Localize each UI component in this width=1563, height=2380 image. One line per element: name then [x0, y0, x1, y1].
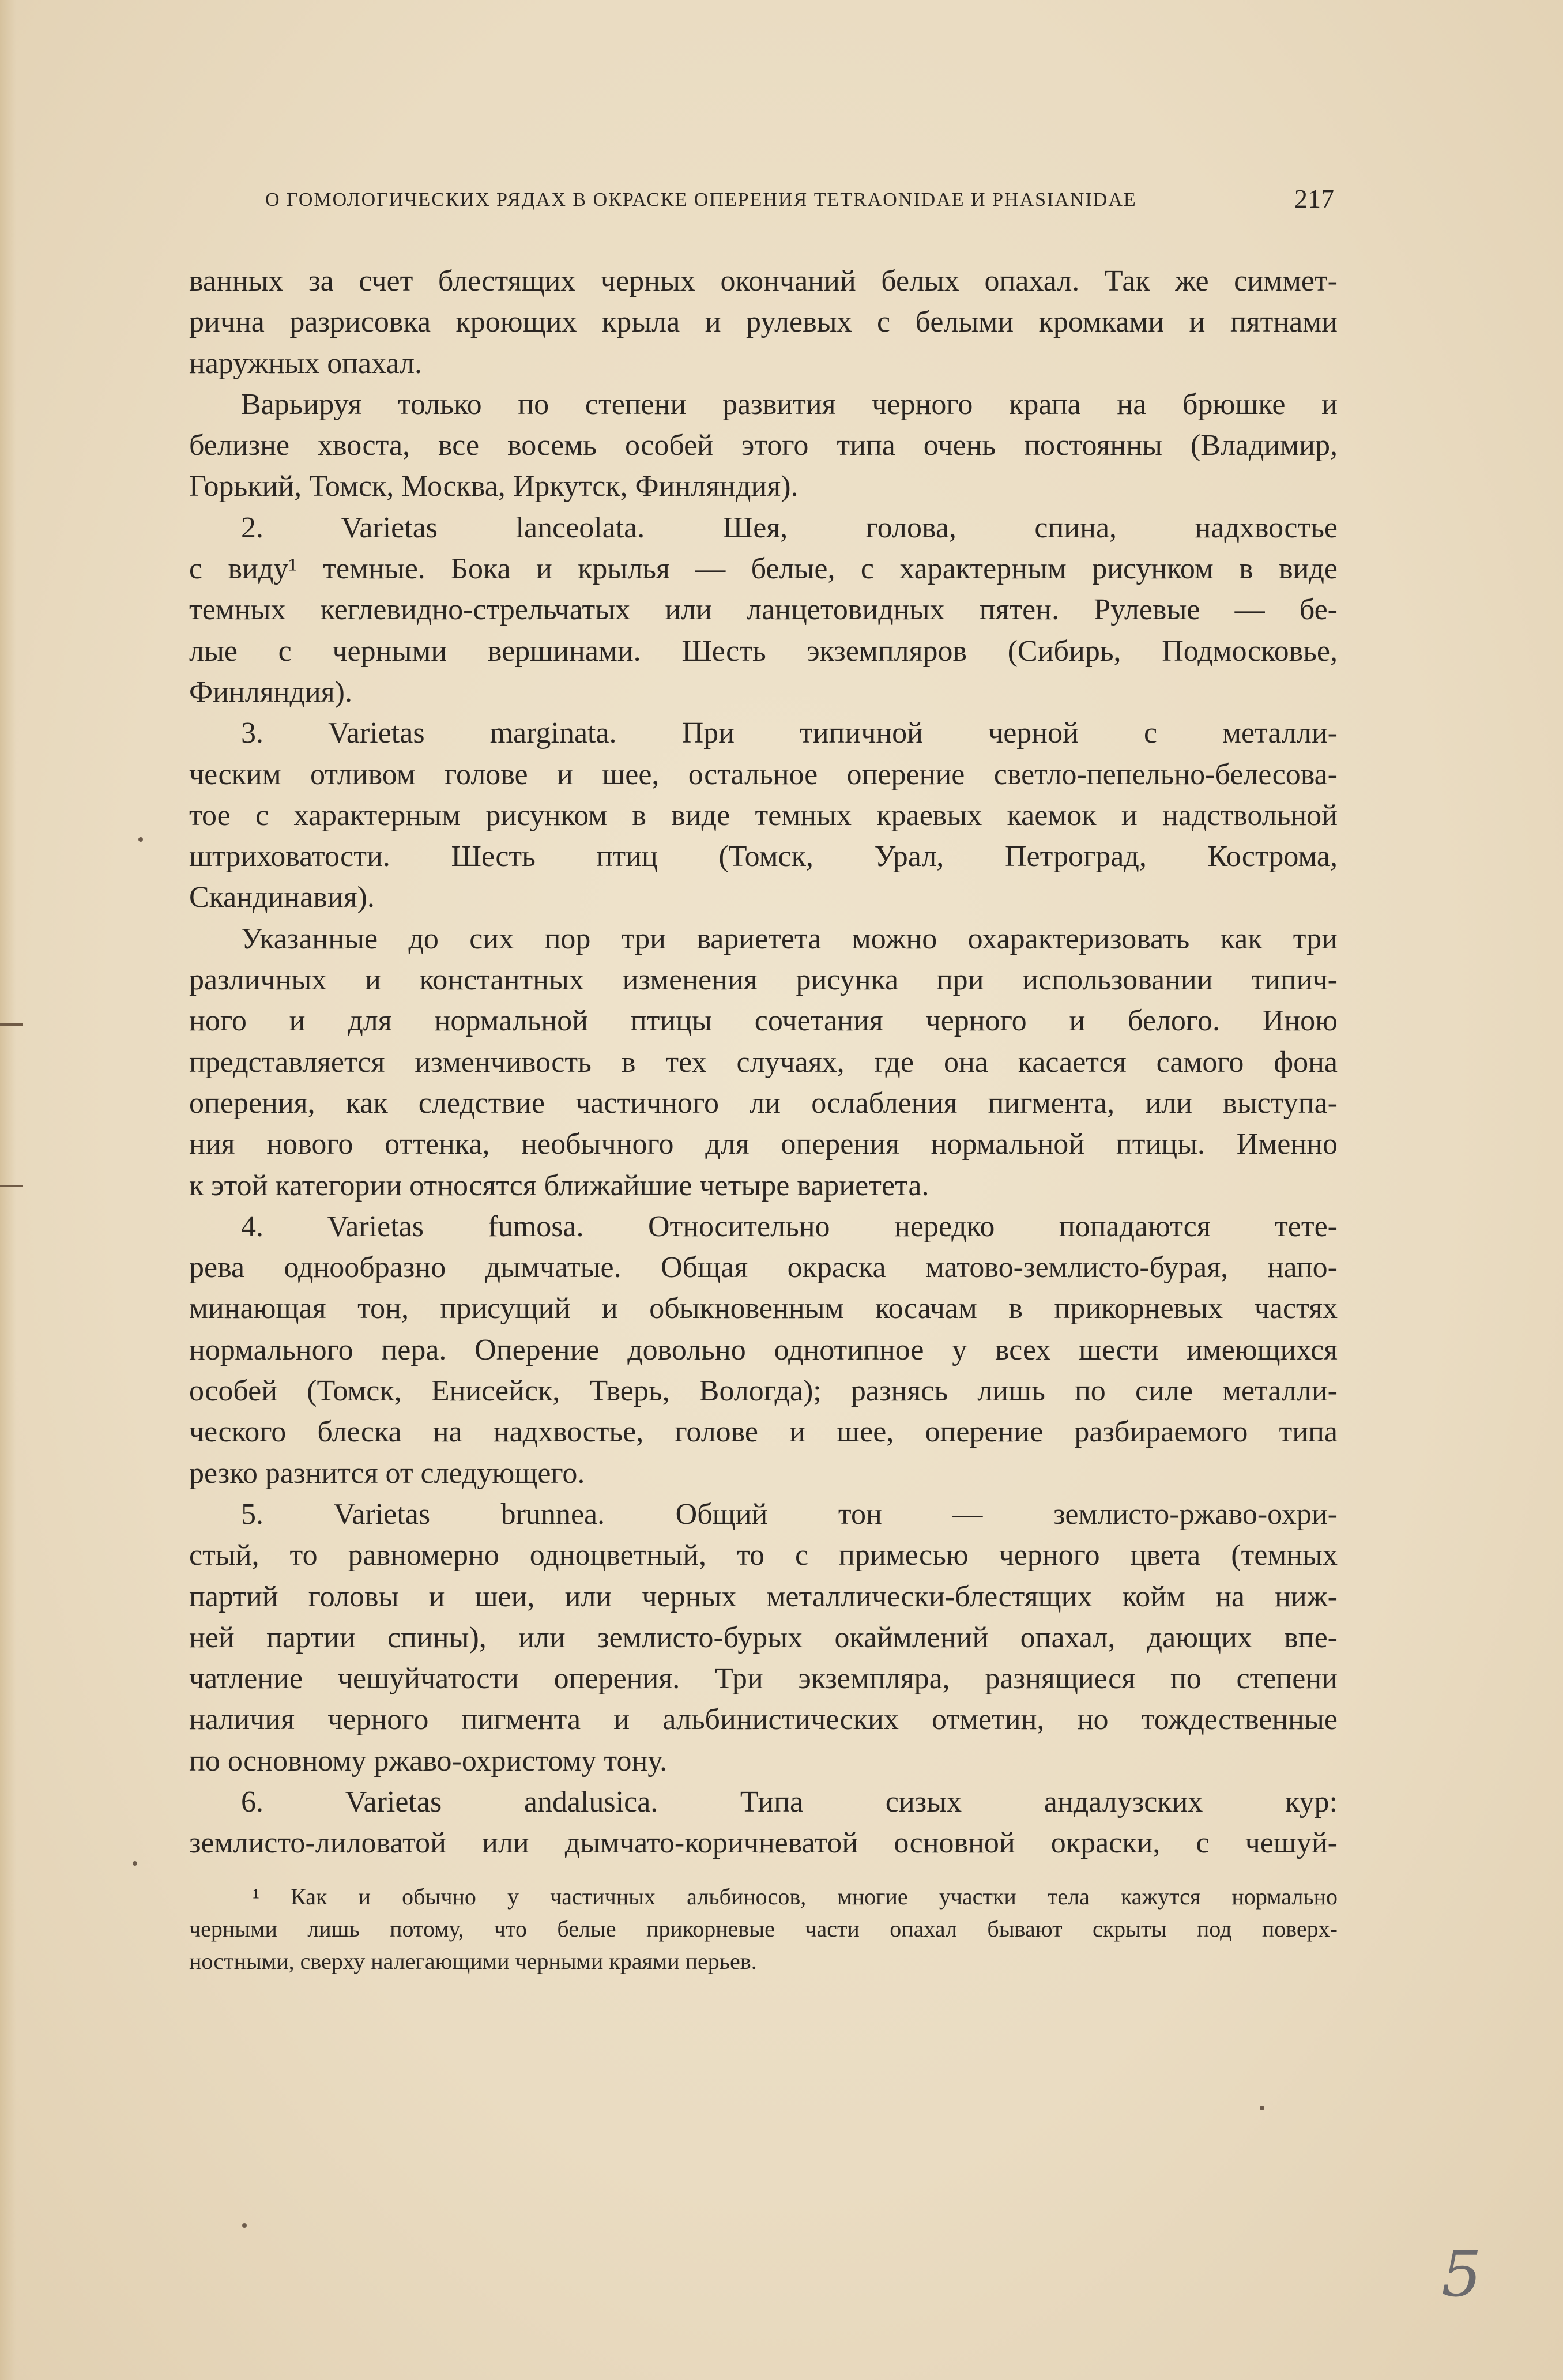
text-line: ния нового оттенка, необычного для оперения нормальной птицы. Именно: [189, 1128, 1338, 1161]
paper-speck: [242, 2223, 247, 2228]
text-line: наличия черного пигмента и альбинистических отметин, но тождественные: [189, 1703, 1338, 1737]
text-line: Горький, Томск, Москва, Иркутск, Финляндия).: [189, 470, 799, 503]
text-line: Скандинавия).: [189, 881, 375, 914]
footnote-line: ¹ Как и обычно у частичных альбиносов, многие участки тела кажутся нормально: [253, 1884, 1338, 1910]
text-line: ческого блеска на надхвостье, голове и шее, оперение разбираемого типа: [189, 1415, 1338, 1449]
text-line: чатление чешуйчатости оперения. Три экземпляра, разнящиеся по степени: [189, 1662, 1338, 1696]
text-line: нормального пера. Оперение довольно однотипное у всех шести имеющихся: [189, 1333, 1338, 1366]
footnote: [189, 1881, 1338, 1978]
text-line: партий головы и шеи, или черных металлически-блестящих койм на ниж-: [189, 1580, 1338, 1613]
text-line: представляется изменчивость в тех случаях, где она касается самого фона: [189, 1045, 1338, 1079]
text-line: тое с характерным рисунком в виде темных краевых каемок и надствольной: [189, 799, 1338, 832]
text-line: стый, то равномерно одноцветный, то с примесью черного цвета (темных: [189, 1539, 1338, 1572]
text-line: 4. Varietas fumosa. Относительно нередко попадаются тете-: [241, 1210, 1338, 1243]
paper-speck: [138, 837, 143, 842]
text-line: по основному ржаво-охристому тону.: [189, 1744, 668, 1778]
text-line: 2. Varietas lanceolata. Шея, голова, спина, надхвостье: [241, 511, 1338, 544]
text-line: 5. Varietas brunnea. Общий тон — землисто-ржаво-охри-: [241, 1497, 1338, 1531]
text-line: рична разрисовка кроющих крыла и рулевых с белыми кромками и пятнами: [189, 306, 1338, 339]
footnote-line: черными лишь потому, что белые прикорневые части опахал бывают скрыты под поверх-: [189, 1916, 1338, 1942]
text-line: 3. Varietas marginata. При типичной черной с металли-: [241, 717, 1338, 750]
body-text: [189, 261, 1338, 1864]
text-line: 6. Varietas andalusica. Типа сизых андалузских кур:: [241, 1785, 1338, 1818]
text-line: особей (Томск, Енисейск, Тверь, Вологда); разнясь лишь по силе металли-: [189, 1374, 1338, 1408]
text-line: рева однообразно дымчатые. Общая окраска матово-землисто-бурая, напо-: [189, 1251, 1338, 1285]
text-line: ней партии спины), или землисто-бурых окаймлений опахал, дающих впе-: [189, 1621, 1338, 1654]
text-line: оперения, как следствие частичного ли ослабления пигмента, или выступа-: [189, 1086, 1338, 1120]
text-line: штриховатости. Шесть птиц (Томск, Урал, Петроград, Кострома,: [189, 840, 1338, 873]
text-line: Указанные до сих пор три вариетета можно охарактеризовать как три: [241, 922, 1338, 955]
text-line: землисто-лиловатой или дымчато-коричневатой основной окраски, с чешуй-: [189, 1827, 1338, 1860]
binding-tick-mark: [0, 1185, 23, 1187]
text-line: резко разнится от следующего.: [189, 1456, 585, 1490]
text-line: наружных опахал.: [189, 347, 422, 380]
page-number: 217: [1294, 184, 1334, 213]
text-line: Варьируя только по степени развития черного крапа на брюшке и: [241, 387, 1338, 421]
text-line: ного и для нормальной птицы сочетания черного и белого. Иною: [189, 1004, 1338, 1038]
text-line: Финляндия).: [189, 675, 352, 709]
running-title: О ГОМОЛОГИЧЕСКИХ РЯДАХ В ОКРАСКЕ ОПЕРЕНИЯ TETRAONIDAE И PHASIANIDAE: [265, 189, 1137, 210]
text-line: белизне хвоста, все восемь особей этого типа очень постоянны (Владимир,: [189, 429, 1338, 462]
text-line: минающая тон, присущий и обыкновенным косачам в прикорневых частях: [189, 1292, 1338, 1325]
text-line: ванных за счет блестящих черных окончаний белых опахал. Так же симмет-: [189, 265, 1338, 298]
text-line: лые с черными вершинами. Шесть экземпляров (Сибирь, Подмосковье,: [189, 634, 1338, 668]
text-line: с виду¹ темные. Бока и крылья — белые, с характерным рисунком в виде: [189, 552, 1338, 586]
handwritten-folio-number: 5: [1441, 2237, 1482, 2311]
text-line: темных кеглевидно-стрельчатых или ланцетовидных пятен. Рулевые — бе-: [189, 593, 1338, 627]
paper-speck: [133, 1861, 137, 1866]
text-line: к этой категории относятся ближайшие четыре вариетета.: [189, 1169, 929, 1202]
footnote-line: ностными, сверху налегающими черными краями перьев.: [189, 1948, 757, 1974]
binding-tick-mark: [0, 1023, 23, 1026]
text-line: различных и константных изменения рисунка при использовании типич-: [189, 963, 1338, 997]
page-edge-shadow: [0, 0, 16, 2380]
text-line: ческим отливом голове и шее, остальное оперение светло-пепельно-белесова-: [189, 758, 1338, 791]
paper-speck: [1260, 2106, 1264, 2110]
